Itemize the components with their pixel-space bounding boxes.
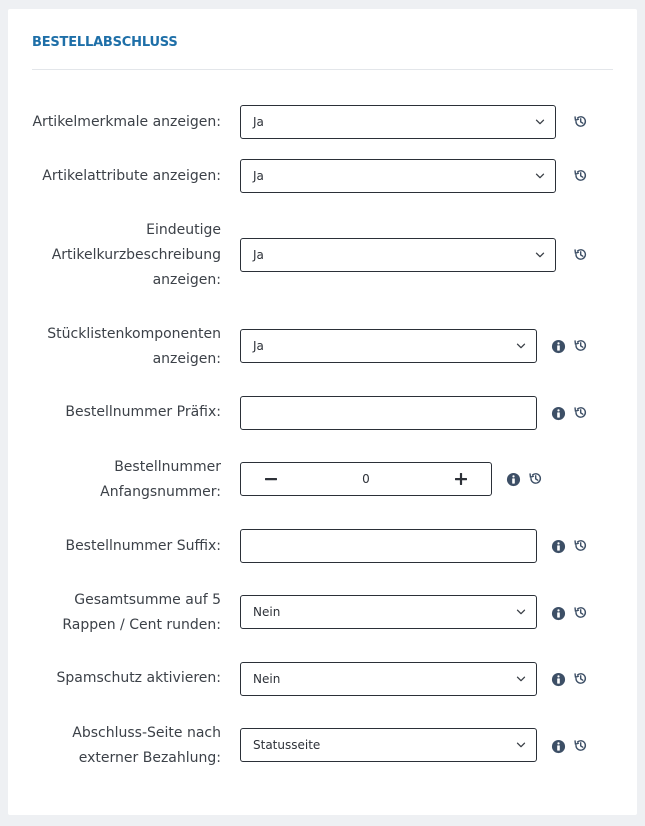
stepper-value[interactable]: 0 <box>362 472 370 486</box>
history-icon[interactable] <box>573 114 588 129</box>
row-label-stuecklistenkomponenten: Stücklistenkomponenten anzeigen: <box>47 326 221 367</box>
row-label-abschluss-seite: Abschluss-Seite nach externer Bezahlung: <box>72 725 221 766</box>
history-icon[interactable] <box>528 471 543 486</box>
info-icon[interactable] <box>506 472 521 487</box>
chevron-down-icon <box>535 171 545 181</box>
info-icon[interactable] <box>551 339 566 354</box>
row-label-artikelkurzbeschreibung: Eindeutige Artikelkurzbeschreibung anzeigen: <box>51 222 221 288</box>
select-abschluss-seite[interactable] <box>240 728 537 762</box>
info-icon[interactable] <box>551 406 566 421</box>
chevron-down-icon <box>535 117 545 127</box>
select-value: Ja <box>253 115 264 129</box>
select-artikelkurzbeschreibung[interactable] <box>240 238 556 272</box>
plus-icon[interactable] <box>453 471 469 487</box>
select-value: Nein <box>253 605 281 619</box>
row-label-artikelmerkmale: Artikelmerkmale anzeigen: <box>32 114 221 130</box>
select-value: Ja <box>253 169 264 183</box>
chevron-down-icon <box>516 607 526 617</box>
select-value: Ja <box>253 339 264 353</box>
section-title: BESTELLABSCHLUSS <box>32 35 178 50</box>
select-value: Statusseite <box>253 738 321 752</box>
row-label-anfangsnummer: Bestellnummer Anfangsnummer: <box>100 459 221 500</box>
input-bestellnummer-praefix[interactable] <box>240 396 537 430</box>
select-gesamtsumme-runden[interactable] <box>240 595 537 629</box>
select-artikelattribute[interactable] <box>240 159 556 193</box>
history-icon[interactable] <box>573 538 588 553</box>
number-stepper-anfangsnummer[interactable] <box>240 462 492 496</box>
chevron-down-icon <box>516 341 526 351</box>
history-icon[interactable] <box>573 405 588 420</box>
row-label-artikelattribute: Artikelattribute anzeigen: <box>42 168 221 184</box>
select-spamschutz[interactable] <box>240 662 537 696</box>
history-icon[interactable] <box>573 168 588 183</box>
select-value: Ja <box>253 248 264 262</box>
row-label-spamschutz: Spamschutz aktivieren: <box>56 670 221 686</box>
select-stuecklistenkomponenten[interactable] <box>240 329 537 363</box>
row-label-suffix: Bestellnummer Suffix: <box>65 538 221 554</box>
chevron-down-icon <box>516 674 526 684</box>
history-icon[interactable] <box>573 671 588 686</box>
chevron-down-icon <box>535 250 545 260</box>
row-label-gesamtsumme: Gesamtsumme auf 5 Rappen / Cent runden: <box>62 592 221 633</box>
input-bestellnummer-suffix[interactable] <box>240 529 537 563</box>
history-icon[interactable] <box>573 338 588 353</box>
select-artikelmerkmale[interactable] <box>240 105 556 139</box>
settings-card <box>8 9 637 815</box>
history-icon[interactable] <box>573 738 588 753</box>
chevron-down-icon <box>516 740 526 750</box>
info-icon[interactable] <box>551 606 566 621</box>
history-icon[interactable] <box>573 247 588 262</box>
info-icon[interactable] <box>551 672 566 687</box>
select-value: Nein <box>253 672 281 686</box>
history-icon[interactable] <box>573 605 588 620</box>
info-icon[interactable] <box>551 739 566 754</box>
info-icon[interactable] <box>551 539 566 554</box>
row-label-praefix: Bestellnummer Präfix: <box>65 404 221 420</box>
section-divider <box>32 69 613 70</box>
